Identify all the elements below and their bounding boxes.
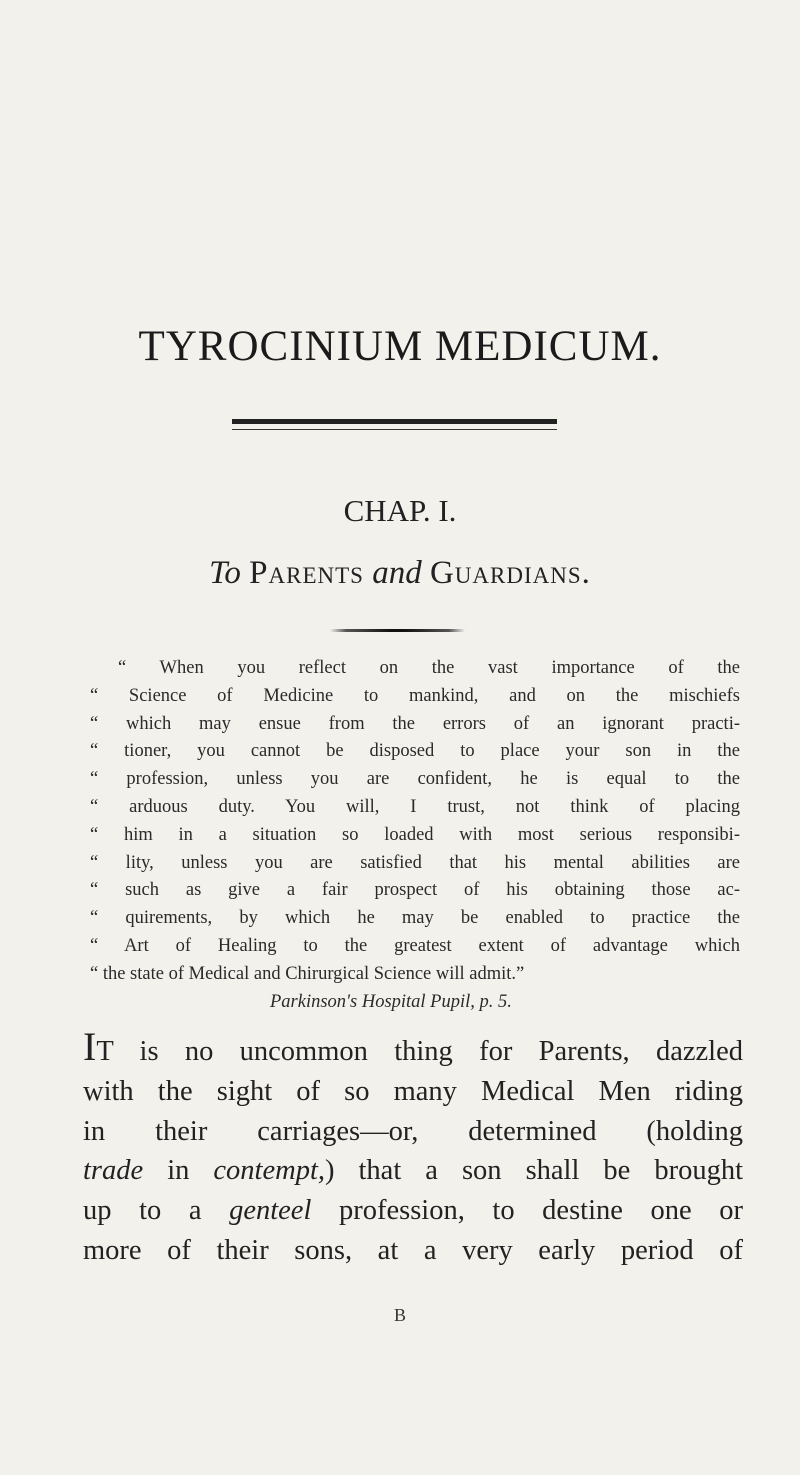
quote-line: “ such as give a fair prospect of his obtaining those ac-	[90, 880, 740, 901]
body-line	[83, 1151, 743, 1191]
body-text: in	[143, 1155, 214, 1187]
body-line	[83, 1191, 743, 1231]
emphasis-text: genteel	[229, 1195, 312, 1227]
page-title: TYROCINIUM MEDICUM.	[138, 323, 662, 370]
body-text: T is no uncommon thing for Parents, dazzled	[96, 1036, 743, 1067]
quote-line: “ him in a situation so loaded with most serious responsibi-	[90, 824, 740, 845]
epigraph-quote	[90, 655, 740, 1016]
quote-line: “ which may ensue from the errors of an ignorant practi-	[90, 713, 740, 734]
quote-line: “ lity, unless you are satisfied that his mental abilities are	[90, 852, 740, 873]
title-rule-thick	[232, 419, 557, 424]
body-line: more of their sons, at a very early period of	[83, 1234, 743, 1266]
dedication-to: To	[209, 555, 241, 591]
body-paragraph	[83, 1024, 744, 1271]
chapter-heading: CHAP. I.	[343, 493, 457, 528]
quote-line: “ Science of Medicine to mankind, and on the mischiefs	[90, 685, 740, 706]
body-text: up to a	[83, 1195, 230, 1227]
body-text: profession, to destine one or	[311, 1195, 743, 1227]
dedication-guardians: Guardians.	[429, 555, 591, 591]
dedication-and: and	[372, 555, 422, 591]
initial-letter: I	[83, 1024, 97, 1069]
quote-line: “ arduous duty. You will, I trust, not think of placing	[90, 796, 740, 817]
body-line: in their carriages—or, determined (holding	[83, 1115, 743, 1147]
quote-line: “ profession, unless you are confident, he is equal to the	[90, 769, 740, 790]
emphasis-text: contempt,	[213, 1155, 325, 1187]
dedication-heading	[0, 555, 800, 592]
quote-line: “ the state of Medical and Chirurgical Science will admit.”	[90, 963, 525, 984]
signature-mark: B	[393, 1305, 406, 1325]
body-line	[83, 1024, 743, 1072]
ornamental-rule	[330, 629, 465, 632]
quote-line: “ Art of Healing to the greatest extent of advantage which	[90, 935, 740, 956]
title-rule-thin	[232, 429, 557, 430]
quote-line: “ When you reflect on the vast importance of the	[118, 658, 740, 678]
body-line: with the sight of so many Medical Men riding	[83, 1075, 743, 1107]
emphasis-text: trade	[83, 1155, 144, 1187]
quote-line: “ tioner, you cannot be disposed to place your son in the	[90, 741, 740, 762]
dedication-parents: Parents	[249, 555, 364, 591]
quote-citation: Parkinson's Hospital Pupil, p. 5.	[270, 991, 512, 1012]
quote-line: “ quirements, by which he may be enabled to practice the	[90, 908, 740, 929]
body-text: ) that a son shall be brought	[325, 1155, 744, 1187]
